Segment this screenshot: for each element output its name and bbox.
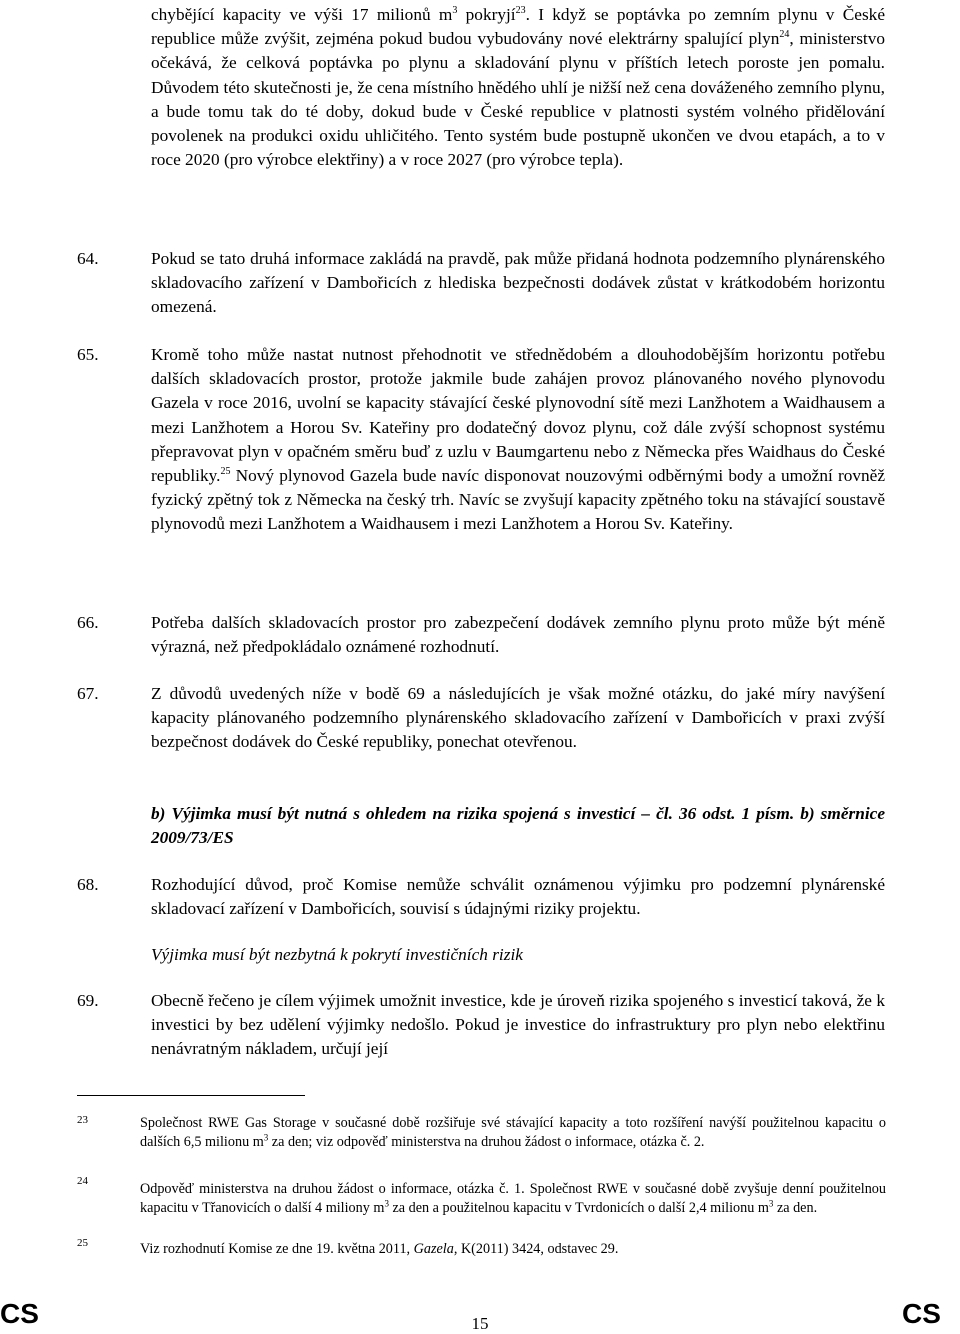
footnote-23: Společnost RWE Gas Storage v současné době rozšiřuje své stávající kapacity a toto rozšíření navýší použitelnou kapacitu o dalších 6,5 milionu $m^3$ za den; viz odpověď ministerstva na druhou žádost o informace, otázka č. 2. [140,1115,886,1150]
footnote-number-24: 24 [77,1175,88,1187]
footer-language-left: CS [0,1298,39,1329]
paragraph-68: Rozhodující důvod, proč Komise nemůže schválit oznámenou výjimku pro podzemní plynárenské skladovací zařízení v Dambořicích, souvisí s údajnými riziky projektu. [151,875,885,919]
paragraph-66: Potřeba dalších skladovacích prostor pro zabezpečení dodávek zemního plynu proto může být méně výrazná, než předpokládalo oznámené rozhodnutí. [151,613,885,657]
footnote-25: Viz rozhodnutí Komise ze dne 19. května 2011, Gazela, K(2011) 3424, odstavec 29. [140,1241,619,1257]
footer-language-right: CS [902,1298,941,1329]
paragraph-64: Pokud se tato druhá informace zakládá na pravdě, pak může přidaná hodnota podzemního plynárenského skladovacího zařízení v Dambořicích z hlediska bezpečnosti dodávek zůstat v krátkodobém horizontu omezená. [151,249,885,317]
footnote-separator [77,1095,305,1096]
subheading-investment-risks: Výjimka musí být nezbytná k pokrytí investičních rizik [151,945,523,964]
paragraph-continuation: chybějící kapacity ve výši 17 milionů $m^3$ pokryjí$^{23}$. I když se poptávka po zemním plynu v České republice může zvýšit, zejména pokud budou vybudovány nové elektrárny spalující plyn$^{24}$, ministerstvo očekává, že celková poptávka po plynu a skladování plynu v příštích letech poroste jen pomalu. Důvodem této skutečnosti je, že cena místního hnědého uhlí je nižší než cena dováženého zemního plynu, a bude tomu tak do té doby, dokud bude v České republice v platnosti systém volného přidělování povolenek na produkci oxidu uhličitého. Tento systém bude postupně ukončen ve dvou etapách, a to v roce 2020 (pro výrobce elektřiny) a v roce 2027 (pro výrobce tepla). [151,5,885,170]
page-number: 15 [471,1314,489,1333]
paragraph-number-67: 67. [77,684,99,703]
paragraph-69: Obecně řečeno je cílem výjimek umožnit investice, kde je úroveň rizika spojeného s investicí taková, že k investici by bez udělení výjimky nedošlo. Pokud je investice do infrastruktury pro plyn nebo elektřinu nenávratným nákladem, určují její [151,991,885,1059]
paragraph-number-65: 65. [77,345,99,364]
paragraph-number-69: 69. [77,991,99,1010]
footnote-number-25: 25 [77,1237,88,1249]
footnote-number-23: 23 [77,1114,88,1126]
paragraph-67: Z důvodů uvedených níže v bodě 69 a následujících je však možné otázku, do jaké míry navýšení kapacity plánovaného podzemního plynárenského skladovacího zařízení v Dambořicích v praxi zvýší bezpečnost dodávek do České republiky, ponechat otevřenou. [151,684,885,752]
paragraph-number-66: 66. [77,613,99,632]
footnote-24: Odpověď ministerstva na druhou žádost o informace, otázka č. 1. Společnost RWE v současné době zvyšuje denní použitelnou kapacitu v Třanovicích o další 4 miliony $m^3$ za den a použitelnou kapacitu v Tvrdonicích o další 2,4 milionu $m^3$ za den. [140,1181,886,1216]
paragraph-65: Kromě toho může nastat nutnost přehodnotit ve střednědobém a dlouhodobějším horizontu potřebu dalších skladovacích prostor, protože jakmile bude zahájen provoz plánovaného nového plynovodu Gazela v roce 2016, uvolní se kapacity stávající české plynovodní sítě mezi Lanžhotem a Waidhausem a mezi Lanžhotem a Horou Sv. Kateřiny pro dodatečný dovoz plynu, což dále zvýší schopnost systému přepravovat plyn v opačném směru buď z uzlu v Baumgartenu nebo z Německa přes Waidhaus do České republiky.$^{25}$ Nový plynovod Gazela bude navíc disponovat nouzovými odběrnými body a umožní rovněž fyzický zpětný tok z Německa na český trh. Navíc se zvyšují kapacity zpětného toku na stávající soustavě plynovodů mezi Lanžhotem a Waidhausem i mezi Lanžhotem a Horou Sv. Kateřiny. [151,345,885,534]
section-heading-b: b) Výjimka musí být nutná s ohledem na rizika spojená s investicí – čl. 36 odst. 1 písm. b) směrnice 2009/73/ES [151,804,885,848]
paragraph-number-64: 64. [77,249,99,268]
paragraph-number-68: 68. [77,875,99,894]
